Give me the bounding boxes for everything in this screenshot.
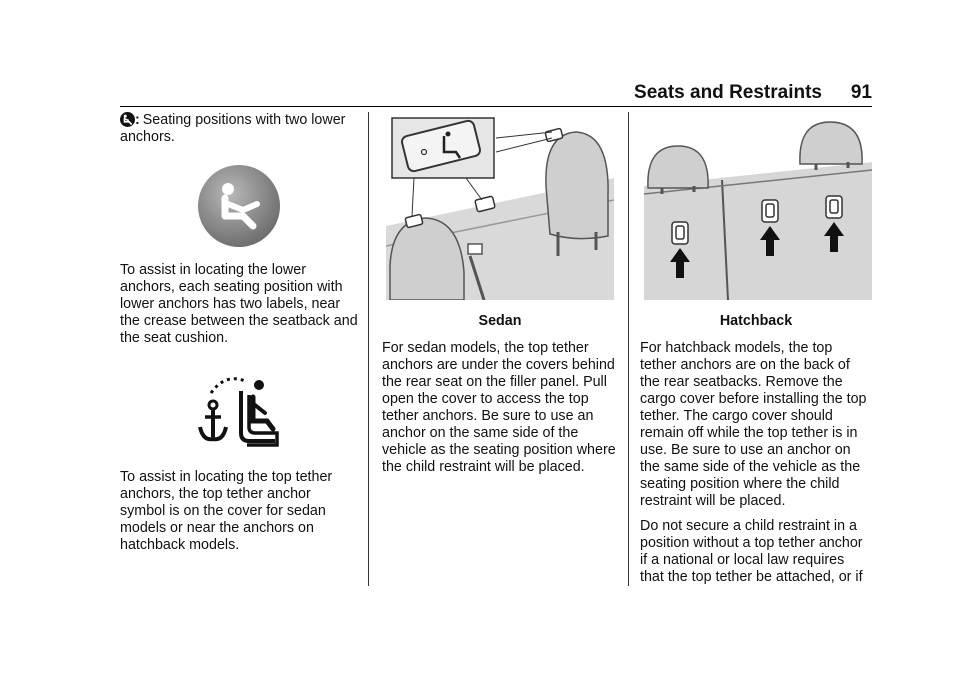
top-tether-paragraph: To assist in locating the top tether anchors, the top tether anchor symbol is on the cover for sedan models or near the anchors on hatchback models. — [120, 469, 333, 553]
column-3 — [640, 112, 872, 594]
column-divider-2 — [628, 112, 629, 586]
hatchback-caption: Hatchback — [719, 313, 793, 329]
section-title: Seats and Restraints — [634, 82, 822, 103]
page-header — [120, 80, 872, 106]
anchor-child-seat-icon — [197, 375, 281, 449]
column-1 — [120, 112, 358, 562]
page-number: 91 — [850, 82, 872, 103]
child-seat-lower-anchor-small-icon — [120, 112, 135, 127]
tether-symbol-wrap — [120, 375, 358, 449]
hatchback-paragraph: For hatchback models, the top tether anchors are on the back of the rear seatbacks. Remove the cargo cover before installing the top tether. The cargo cover should remain off while the top tether is in use. Be sure to use an anchor on the same side of the vehicle as the seating position where the child restraint will be placed. — [640, 340, 867, 509]
colon-mark: : — [135, 112, 140, 128]
child-seat-lower-anchor-icon — [197, 164, 281, 248]
sedan-tether-illustration — [386, 116, 614, 300]
intro-paragraph — [120, 112, 358, 146]
column-divider-1 — [368, 112, 369, 586]
hatchback-tether-illustration — [644, 116, 872, 300]
sedan-paragraph: For sedan models, the top tether anchors are under the covers behind the rear seat on the filler panel. Pull open the cover to access the top tether anchors. Be sure to use an anchor on the same side of the vehicle as the seating position where the child restraint will be placed. — [382, 340, 616, 475]
sedan-caption: Sedan — [478, 313, 522, 329]
lower-anchor-paragraph: To assist in locating the lower anchors, each seating position with lower anchors has two labels, near the crease between the seatback and the seat cushion. — [120, 262, 358, 346]
header-rule — [120, 106, 872, 107]
law-paragraph: Do not secure a child restraint in a position without a top tether anchor if a national or local law requires that the top tether be attached, or if — [640, 518, 863, 585]
column-2 — [382, 112, 618, 484]
intro-text: Seating positions with two lower anchors. — [120, 112, 346, 145]
lower-anchor-symbol-wrap — [120, 164, 358, 248]
